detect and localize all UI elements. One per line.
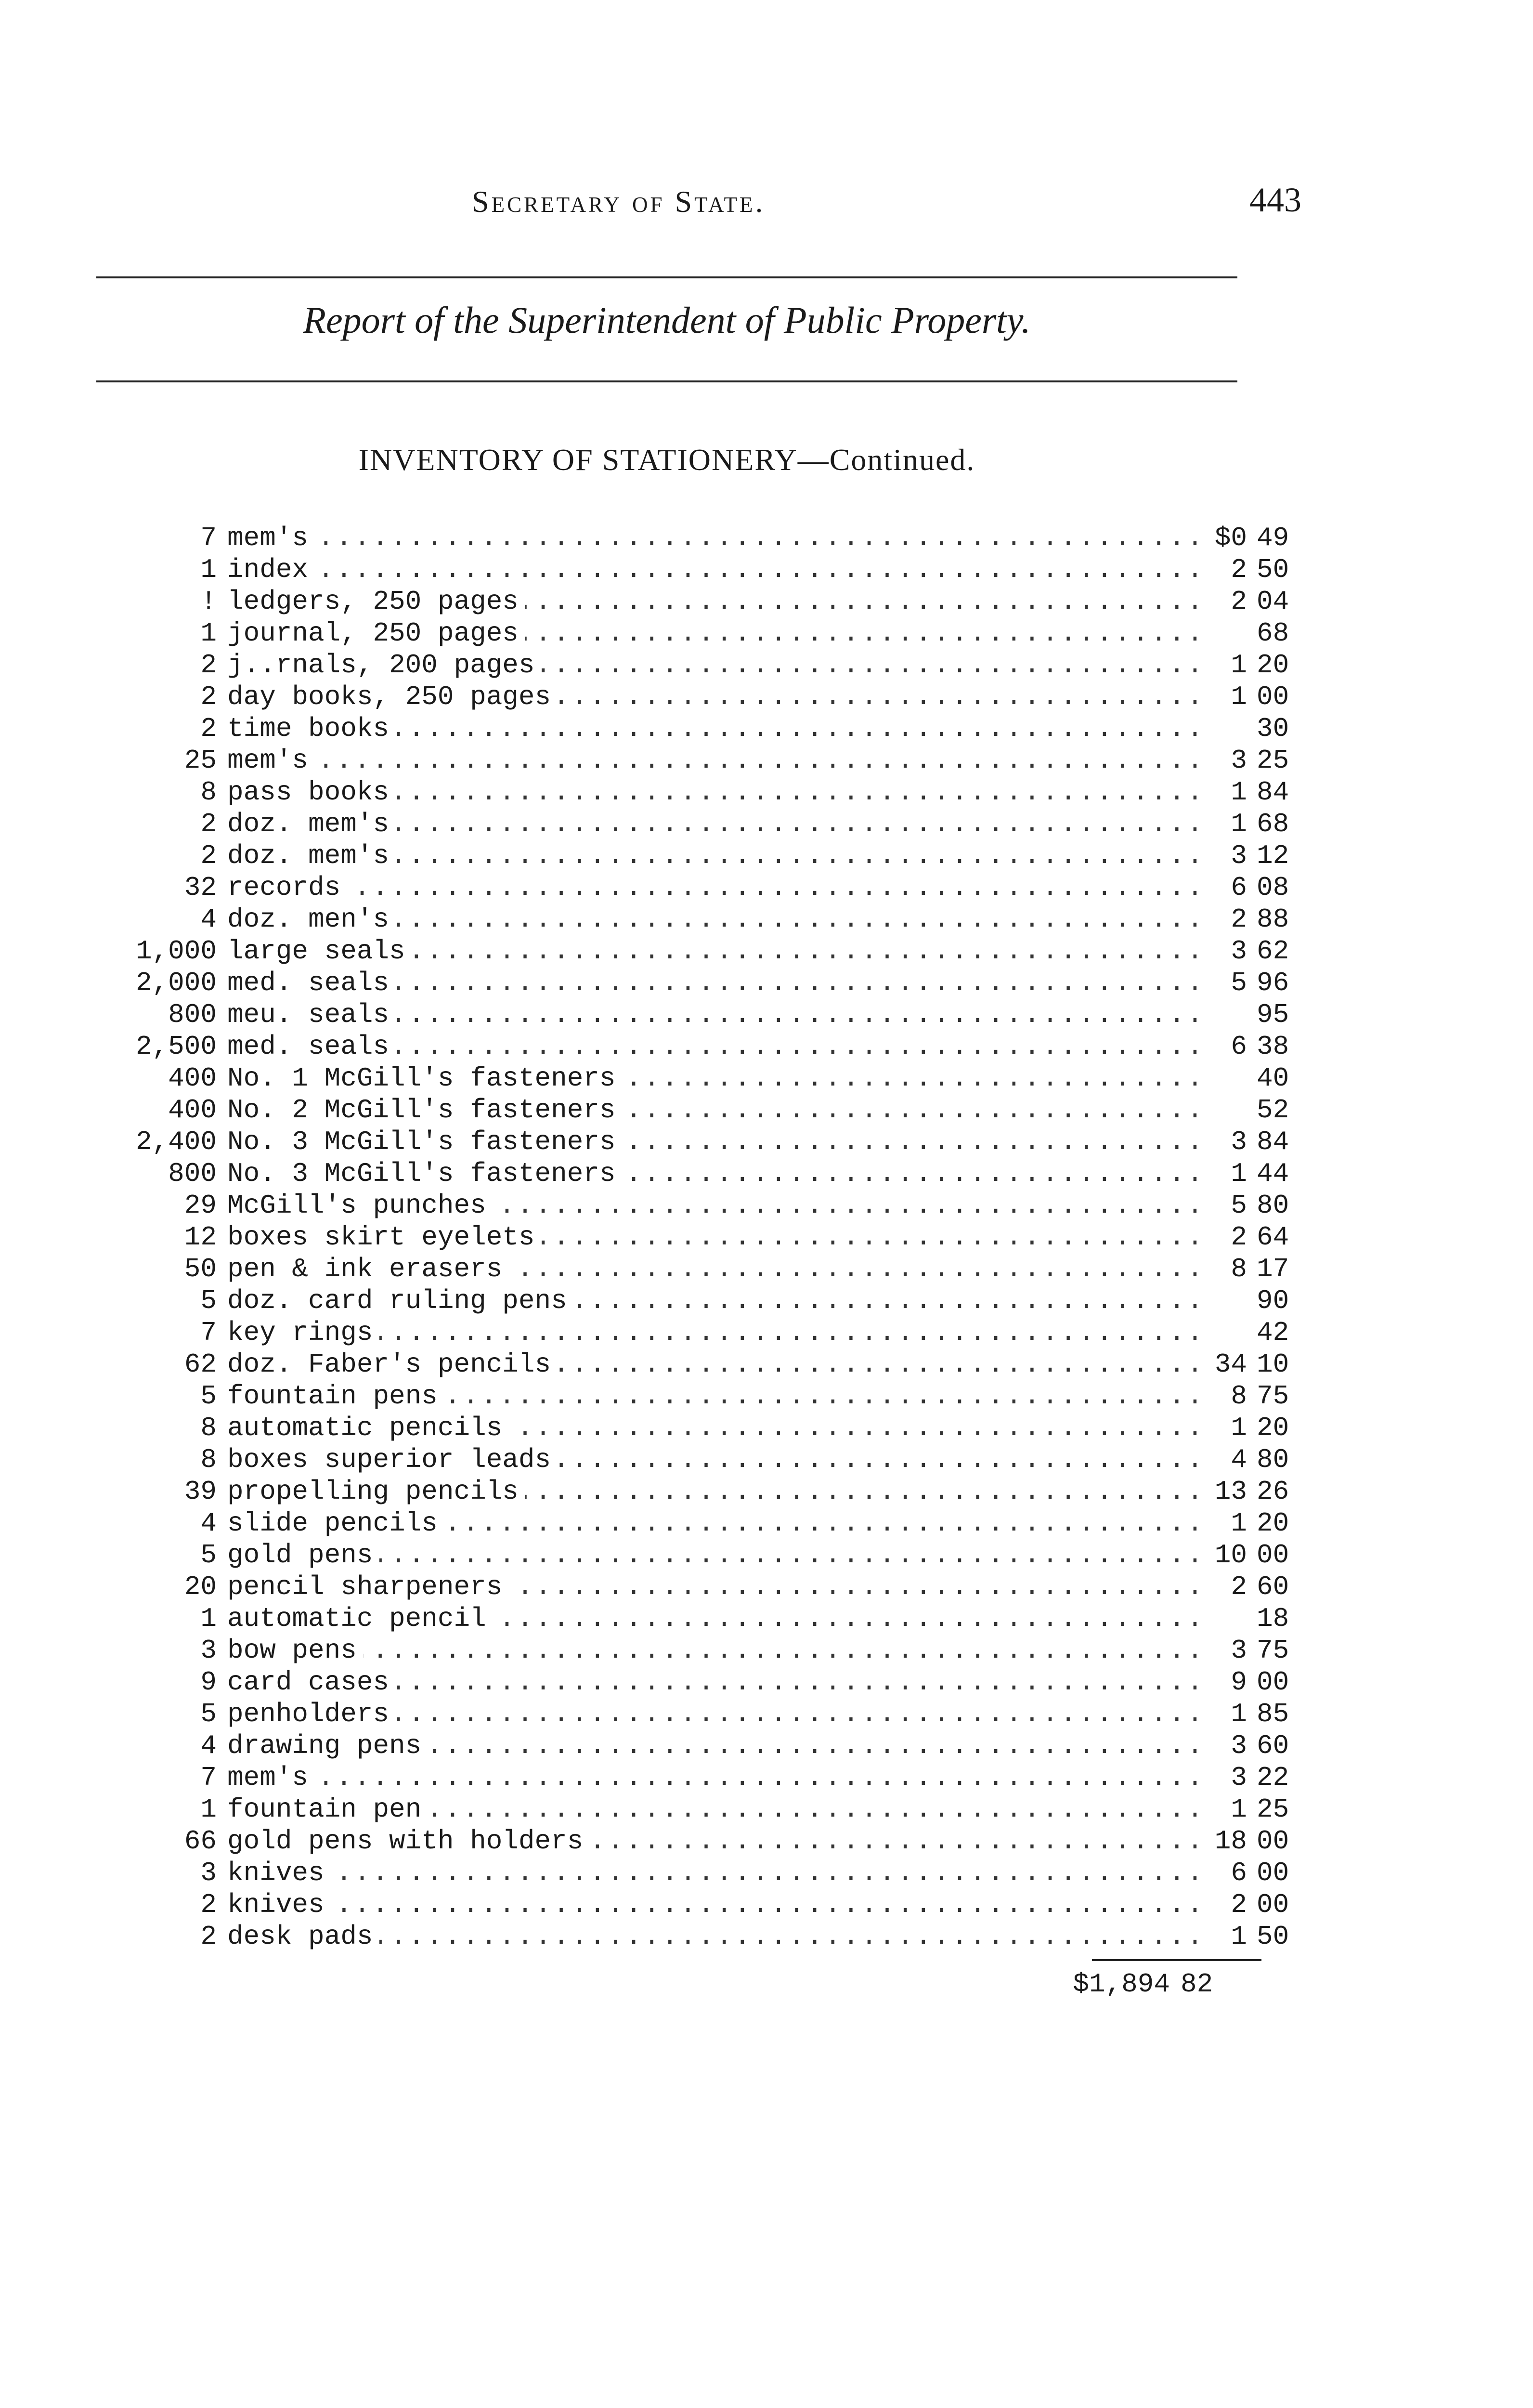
item-quantity: 400: [168, 1063, 217, 1094]
item-description: doz. card ruling pens: [227, 1285, 574, 1317]
item-quantity: 2,000: [135, 968, 217, 998]
item-dollars: 3: [1231, 840, 1247, 871]
item-description: mem's: [227, 1762, 315, 1793]
inventory-row: [120, 872, 1289, 903]
inventory-row: [120, 586, 1289, 617]
item-dollars: 2: [1231, 1222, 1247, 1253]
dot-leader: [227, 872, 1205, 903]
item-cents: 00: [1257, 1667, 1289, 1698]
inventory-row: [120, 1539, 1289, 1571]
item-description: day books, 250 pages: [227, 681, 558, 713]
item-quantity: 8: [200, 1413, 217, 1443]
item-quantity: 7: [200, 523, 217, 553]
item-cents: 25: [1257, 1794, 1289, 1825]
item-dollars: 5: [1231, 1190, 1247, 1221]
inventory-table: [120, 522, 1289, 1952]
item-description: ledgers, 250 pages: [227, 586, 525, 617]
inventory-row: [120, 713, 1289, 745]
item-quantity: 1: [200, 554, 217, 585]
item-dollars: $0: [1214, 523, 1247, 553]
item-dollars: 5: [1231, 968, 1247, 998]
item-quantity: 2: [200, 1889, 217, 1920]
item-quantity: 5: [200, 1381, 217, 1412]
inventory-row: [120, 1571, 1289, 1603]
item-dollars: 2: [1231, 1571, 1247, 1602]
item-cents: 30: [1257, 713, 1289, 744]
item-description: journal, 250 pages: [227, 617, 525, 649]
inventory-row: [120, 1444, 1289, 1476]
item-dollars: 9: [1231, 1667, 1247, 1698]
item-description: pencil sharpeners: [227, 1571, 509, 1603]
item-dollars: 1: [1231, 1921, 1247, 1952]
item-description: No. 3 McGill's fasteners: [227, 1126, 623, 1158]
running-title: Secretary of State.: [472, 184, 766, 219]
item-description: penholders: [227, 1698, 396, 1730]
inventory-row: [120, 1476, 1289, 1507]
total-dollars: $1,894: [1073, 1969, 1170, 2000]
inventory-row: [120, 1889, 1289, 1921]
item-description: doz. Faber's pencils: [227, 1348, 558, 1380]
item-description: knives: [227, 1857, 331, 1889]
total-rule: [1092, 1959, 1261, 1961]
item-cents: 88: [1257, 904, 1289, 935]
item-quantity: 62: [184, 1349, 217, 1380]
item-dollars: 2: [1231, 554, 1247, 585]
inventory-row: [120, 1285, 1289, 1317]
item-dollars: 34: [1214, 1349, 1247, 1380]
item-cents: 42: [1257, 1317, 1289, 1348]
item-cents: 80: [1257, 1444, 1289, 1475]
item-dollars: 3: [1231, 1762, 1247, 1793]
item-description: records: [227, 872, 347, 903]
item-quantity: 1: [200, 1794, 217, 1825]
item-description: med. seals: [227, 967, 396, 999]
item-dollars: 6: [1231, 1031, 1247, 1062]
inventory-row: [120, 999, 1289, 1031]
item-description: gold pens: [227, 1539, 379, 1571]
item-cents: 68: [1257, 809, 1289, 839]
item-quantity: !: [200, 586, 217, 617]
item-quantity: 2: [200, 840, 217, 871]
item-quantity: 800: [168, 1158, 217, 1189]
item-dollars: 13: [1214, 1476, 1247, 1507]
item-description: boxes skirt eyelets: [227, 1221, 542, 1253]
item-cents: 18: [1257, 1603, 1289, 1634]
item-quantity: 3: [200, 1635, 217, 1666]
item-description: med. seals: [227, 1031, 396, 1062]
item-description: bow pens: [227, 1635, 364, 1666]
item-cents: 80: [1257, 1190, 1289, 1221]
item-dollars: 3: [1231, 1730, 1247, 1761]
item-quantity: 3: [200, 1858, 217, 1888]
item-cents: 96: [1257, 968, 1289, 998]
item-cents: 60: [1257, 1571, 1289, 1602]
total-row: [1040, 1969, 1213, 2000]
item-dollars: 1: [1231, 809, 1247, 839]
dot-leader: [227, 1635, 1205, 1666]
item-quantity: 7: [200, 1317, 217, 1348]
report-title: Report of the Superintendent of Public Property.: [303, 299, 1031, 341]
inventory-row: [120, 1158, 1289, 1190]
inventory-row: [120, 935, 1289, 967]
inventory-row: [120, 1793, 1289, 1825]
item-quantity: 1,000: [135, 936, 217, 967]
item-cents: 62: [1257, 936, 1289, 967]
item-dollars: 3: [1231, 936, 1247, 967]
item-dollars: 1: [1231, 1699, 1247, 1729]
item-description: gold pens with holders: [227, 1825, 590, 1857]
dot-leader: [227, 522, 1205, 554]
item-cents: 84: [1257, 1126, 1289, 1157]
item-description: card cases: [227, 1666, 396, 1698]
item-dollars: 1: [1231, 1413, 1247, 1443]
item-quantity: 8: [200, 1444, 217, 1475]
item-description: drawing pens: [227, 1730, 428, 1762]
item-description: mem's: [227, 522, 315, 554]
inventory-row: [120, 1857, 1289, 1889]
inventory-row: [120, 1348, 1289, 1380]
page-header: [96, 181, 1301, 227]
item-cents: 84: [1257, 777, 1289, 808]
inventory-row: [120, 1507, 1289, 1539]
item-cents: 64: [1257, 1222, 1289, 1253]
item-quantity: 5: [200, 1540, 217, 1570]
item-quantity: 5: [200, 1699, 217, 1729]
item-description: automatic pencils: [227, 1412, 509, 1444]
inventory-row: [120, 1762, 1289, 1793]
inventory-row: [120, 1253, 1289, 1285]
item-description: key rings: [227, 1317, 379, 1348]
item-description: propelling pencils: [227, 1476, 525, 1507]
item-cents: 00: [1257, 681, 1289, 712]
item-description: desk pads: [227, 1921, 379, 1952]
item-description: automatic pencil: [227, 1603, 493, 1635]
item-description: mem's: [227, 745, 315, 776]
item-cents: 52: [1257, 1095, 1289, 1125]
item-description: slide pencils: [227, 1507, 444, 1539]
inventory-row: [120, 1062, 1289, 1094]
inventory-row: [120, 554, 1289, 586]
item-quantity: 1: [200, 1603, 217, 1634]
item-dollars: 1: [1231, 1794, 1247, 1825]
inventory-row: [120, 840, 1289, 872]
item-description: pen & ink erasers: [227, 1253, 509, 1285]
inventory-row: [120, 967, 1289, 999]
item-cents: 49: [1257, 523, 1289, 553]
item-quantity: 2,500: [135, 1031, 217, 1062]
inventory-row: [120, 776, 1289, 808]
item-cents: 10: [1257, 1349, 1289, 1380]
item-dollars: 10: [1214, 1540, 1247, 1570]
item-dollars: 4: [1231, 1444, 1247, 1475]
item-description: large seals: [227, 935, 412, 967]
inventory-row: [120, 1190, 1289, 1221]
inventory-row: [120, 1412, 1289, 1444]
item-cents: 12: [1257, 840, 1289, 871]
item-dollars: 8: [1231, 1381, 1247, 1412]
item-quantity: 25: [184, 745, 217, 776]
item-dollars: 1: [1231, 1158, 1247, 1189]
item-cents: 38: [1257, 1031, 1289, 1062]
header-rule-top: [96, 276, 1237, 278]
item-quantity: 2: [200, 809, 217, 839]
item-quantity: 2: [200, 713, 217, 744]
inventory-row: [120, 1221, 1289, 1253]
item-description: doz. mem's: [227, 840, 396, 872]
item-description: time books: [227, 713, 396, 745]
dot-leader: [227, 1762, 1205, 1793]
item-cents: 40: [1257, 1063, 1289, 1094]
dot-leader: [227, 554, 1205, 586]
item-quantity: 4: [200, 1508, 217, 1539]
item-dollars: 1: [1231, 650, 1247, 681]
inventory-row: [120, 903, 1289, 935]
item-cents: 60: [1257, 1730, 1289, 1761]
item-quantity: 39: [184, 1476, 217, 1507]
item-description: No. 1 McGill's fasteners: [227, 1062, 623, 1094]
item-quantity: 400: [168, 1095, 217, 1125]
item-cents: 20: [1257, 650, 1289, 681]
item-description: No. 2 McGill's fasteners: [227, 1094, 623, 1126]
item-cents: 00: [1257, 1826, 1289, 1857]
item-description: boxes superior leads: [227, 1444, 558, 1476]
header-rule-bottom: [96, 380, 1237, 382]
item-dollars: 1: [1231, 1508, 1247, 1539]
item-quantity: 2: [200, 650, 217, 681]
item-quantity: 50: [184, 1254, 217, 1284]
item-quantity: 29: [184, 1190, 217, 1221]
item-quantity: 9: [200, 1667, 217, 1698]
item-quantity: 800: [168, 999, 217, 1030]
item-dollars: 6: [1231, 872, 1247, 903]
inventory-row: [120, 1698, 1289, 1730]
inventory-row: [120, 649, 1289, 681]
section-heading: INVENTORY OF STATIONERY—Continued.: [358, 443, 975, 477]
item-description: meu. seals: [227, 999, 396, 1031]
item-description: knives: [227, 1889, 331, 1921]
inventory-row: [120, 1317, 1289, 1348]
item-dollars: 2: [1231, 586, 1247, 617]
item-quantity: 2,400: [135, 1126, 217, 1157]
item-cents: 17: [1257, 1254, 1289, 1284]
item-quantity: 32: [184, 872, 217, 903]
item-quantity: 4: [200, 1730, 217, 1761]
item-cents: 25: [1257, 745, 1289, 776]
inventory-row: [120, 1825, 1289, 1857]
item-dollars: 2: [1231, 904, 1247, 935]
inventory-row: [120, 1635, 1289, 1666]
item-cents: 00: [1257, 1540, 1289, 1570]
dot-leader: [227, 1889, 1205, 1921]
dot-leader: [227, 1857, 1205, 1889]
item-cents: 85: [1257, 1699, 1289, 1729]
item-quantity: 66: [184, 1826, 217, 1857]
dot-leader: [227, 745, 1205, 776]
item-quantity: 4: [200, 904, 217, 935]
item-quantity: 8: [200, 777, 217, 808]
item-cents: 00: [1257, 1889, 1289, 1920]
item-description: fountain pens: [227, 1380, 444, 1412]
inventory-row: [120, 1126, 1289, 1158]
item-dollars: 3: [1231, 1635, 1247, 1666]
item-description: doz. men's: [227, 903, 396, 935]
item-dollars: 3: [1231, 1126, 1247, 1157]
item-cents: 75: [1257, 1381, 1289, 1412]
item-cents: 75: [1257, 1635, 1289, 1666]
item-quantity: 2: [200, 1921, 217, 1952]
item-quantity: 20: [184, 1571, 217, 1602]
inventory-row: [120, 1666, 1289, 1698]
item-dollars: 1: [1231, 777, 1247, 808]
total-cents: 82: [1181, 1969, 1213, 2000]
item-cents: 20: [1257, 1413, 1289, 1443]
item-description: index: [227, 554, 315, 586]
item-quantity: 1: [200, 618, 217, 649]
item-dollars: 2: [1231, 1889, 1247, 1920]
item-cents: 20: [1257, 1508, 1289, 1539]
item-quantity: 2: [200, 681, 217, 712]
inventory-row: [120, 522, 1289, 554]
item-cents: 00: [1257, 1858, 1289, 1888]
inventory-row: [120, 1031, 1289, 1062]
item-dollars: 3: [1231, 745, 1247, 776]
inventory-row: [120, 1380, 1289, 1412]
item-cents: 50: [1257, 554, 1289, 585]
inventory-row: [120, 1603, 1289, 1635]
item-description: fountain pen: [227, 1793, 428, 1825]
item-description: pass books: [227, 776, 396, 808]
inventory-row: [120, 745, 1289, 776]
inventory-row: [120, 681, 1289, 713]
item-cents: 90: [1257, 1285, 1289, 1316]
inventory-row: [120, 1921, 1289, 1952]
item-dollars: 18: [1214, 1826, 1247, 1857]
inventory-row: [120, 617, 1289, 649]
item-cents: 04: [1257, 586, 1289, 617]
item-dollars: 1: [1231, 681, 1247, 712]
item-description: j..rnals, 200 pages: [227, 649, 542, 681]
item-description: doz. mem's: [227, 808, 396, 840]
item-cents: 68: [1257, 618, 1289, 649]
item-dollars: 6: [1231, 1858, 1247, 1888]
item-cents: 26: [1257, 1476, 1289, 1507]
item-cents: 22: [1257, 1762, 1289, 1793]
inventory-row: [120, 1094, 1289, 1126]
item-description: No. 3 McGill's fasteners: [227, 1158, 623, 1190]
inventory-row: [120, 1730, 1289, 1762]
item-cents: 08: [1257, 872, 1289, 903]
item-description: McGill's punches: [227, 1190, 493, 1221]
item-cents: 50: [1257, 1921, 1289, 1952]
item-dollars: 8: [1231, 1254, 1247, 1284]
page-number: 443: [1249, 181, 1301, 219]
item-quantity: 12: [184, 1222, 217, 1253]
item-quantity: 7: [200, 1762, 217, 1793]
item-cents: 95: [1257, 999, 1289, 1030]
item-cents: 44: [1257, 1158, 1289, 1189]
item-quantity: 5: [200, 1285, 217, 1316]
inventory-row: [120, 808, 1289, 840]
